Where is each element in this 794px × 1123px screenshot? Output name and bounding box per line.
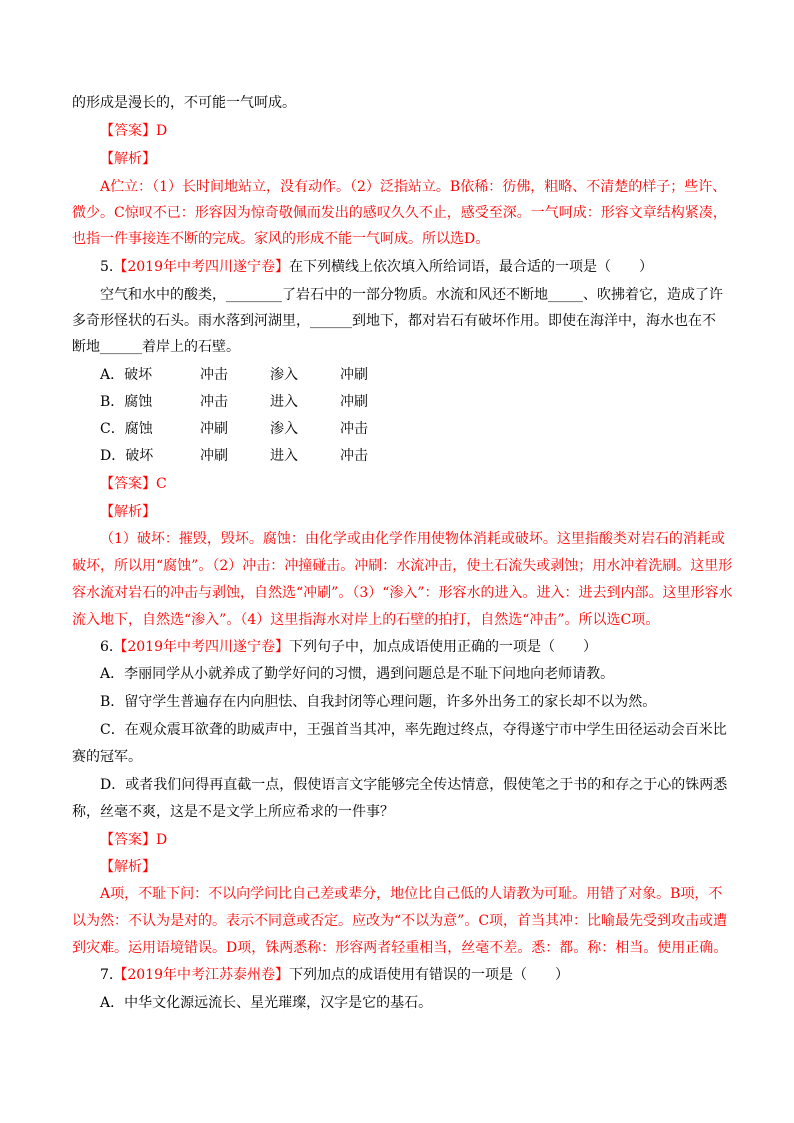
question-text: 下列句子中，加点成语使用正确的一项是（ ） (289, 639, 597, 655)
option-line: D．或者我们问得再直截一点，假使语言文字能够完全传达情意，假使笔之于书的和存之于心的铢两悉 (100, 777, 728, 793)
option-word: 进入 (270, 448, 298, 464)
analysis-line: A伫立：（1）长时间地站立，没有动作。（2）泛指站立。B依稀：彷佛，粗略、不清楚的样子；些许、 (100, 179, 727, 195)
option-word: 冲击 (200, 367, 228, 383)
option-line: 赛的冠军。 (72, 749, 142, 765)
option-line: A．中华文化源远流长、星光璀璨，汉字是它的基石。 (100, 995, 433, 1011)
source-tag: 【2019年中考四川遂宁卷】 (113, 259, 289, 275)
text-line: 的形成是漫长的，不可能一气呵成。 (72, 95, 296, 111)
answer-label: 【答案】D (100, 123, 168, 139)
question-number: 6. (100, 639, 114, 655)
option-word: 冲击 (340, 421, 368, 437)
answer-label: 【答案】D (100, 832, 168, 848)
option-word: 渗入 (270, 367, 298, 383)
option-word: 渗入 (270, 421, 298, 437)
question-text: 在下列横线上依次填入所给词语，最合适的一项是（ ） (289, 259, 653, 275)
question-5-header (100, 256, 724, 278)
analysis-line: 微少。C惊叹不已：形容因为惊奇敬佩而发出的感叹久久不止，感受至深。一气呵成：形容文章结构紧凑， (72, 205, 727, 221)
answer-label: 【答案】C (100, 476, 167, 492)
option-label: C．腐蚀 (100, 421, 153, 437)
question-6-header (100, 636, 724, 658)
question-7-header (100, 964, 724, 986)
question-number: 5. (100, 259, 114, 275)
option-word: 冲击 (340, 448, 368, 464)
analysis-label: 【解析】 (100, 151, 156, 167)
option-label: D．破坏 (100, 448, 154, 464)
option-line: A．李丽同学从小就养成了勤学好问的习惯，遇到问题总是不耻下问地向老师请教。 (100, 666, 615, 682)
source-tag: 【2019年中考四川遂宁卷】 (113, 639, 289, 655)
option-row (100, 418, 724, 440)
option-word: 进入 (270, 394, 298, 410)
source-tag: 【2019年中考江苏泰州卷】 (113, 967, 289, 983)
option-line: 称，丝毫不爽，这是不是文学上所应希求的一件事？ (72, 804, 394, 820)
analysis-line: 到灾难。运用语境错误。D项，铢两悉称：形容两者轻重相当，丝毫不差。悉：都。称：相当。使用正确。 (72, 940, 728, 956)
analysis-line: 以为然：不认为是对的。表示不同意或否定。应改为“不以为意”。C项，首当其冲：比喻最先受到攻击或遭 (72, 913, 728, 929)
option-word: 冲刷 (340, 394, 368, 410)
analysis-line: （1）破坏：摧毁，毁坏。腐蚀：由化学或由化学作用使物体消耗或破坏。这里指酸类对岩石的消耗或 (100, 531, 725, 547)
question-number: 7. (100, 967, 114, 983)
option-line: C．在观众震耳欲聋的助威声中，王强首当其冲，率先跑过终点，夺得遂宁市中学生田径运动会百米比 (100, 722, 727, 738)
analysis-line: 容水流对岩石的冲击与剥蚀，自然选“冲刷”。（3）“渗入”：形容水的进入。进入：进去到内部。这里形容水 (72, 585, 733, 601)
option-row (100, 445, 724, 467)
option-word: 冲击 (200, 394, 228, 410)
passage-line: 断地______着岸上的石壁。 (72, 339, 240, 355)
analysis-line: A项，不耻下问：不以向学问比自己差或辈分，地位比自己低的人请教为可耻。用错了对象。B项，不 (100, 886, 723, 902)
analysis-line: 也指一件事接连不断的完成。家风的形成不能一气呵成。所以选D。 (72, 231, 490, 247)
option-word: 冲刷 (200, 421, 228, 437)
option-line: B．留守学生普遍存在内向胆怯、自我封闭等心理问题，许多外出务工的家长却不以为然。 (100, 694, 657, 710)
analysis-label: 【解析】 (100, 859, 156, 875)
analysis-line: 破坏，所以用“腐蚀”。（2）冲击：冲撞碰击。冲刷：水流冲击，使土石流失或剥蚀；用水冲着洗刷。这里形 (72, 558, 733, 574)
question-text: 下列加点的成语使用有错误的一项是（ ） (289, 967, 569, 983)
option-word: 冲刷 (340, 367, 368, 383)
passage-line: 空气和水中的酸类，________了岩石中的一部分物质。水流和风还不断地_____、吹拂着它，造成了许 (100, 287, 723, 303)
analysis-line: 流入地下，自然选“渗入”。（4）这里指海水对岸上的石壁的拍打，自然选“冲击”。所以选C项。 (72, 612, 660, 628)
option-word: 冲刷 (200, 448, 228, 464)
option-row (100, 391, 724, 413)
option-label: B．腐蚀 (100, 394, 153, 410)
analysis-label: 【解析】 (100, 504, 156, 520)
option-row (100, 364, 724, 386)
passage-line: 多奇形怪状的石头。雨水落到河湖里，______到地下，都对岩石有破坏作用。即使在海洋中，海水也在不 (72, 313, 716, 329)
option-label: A．破坏 (100, 367, 153, 383)
